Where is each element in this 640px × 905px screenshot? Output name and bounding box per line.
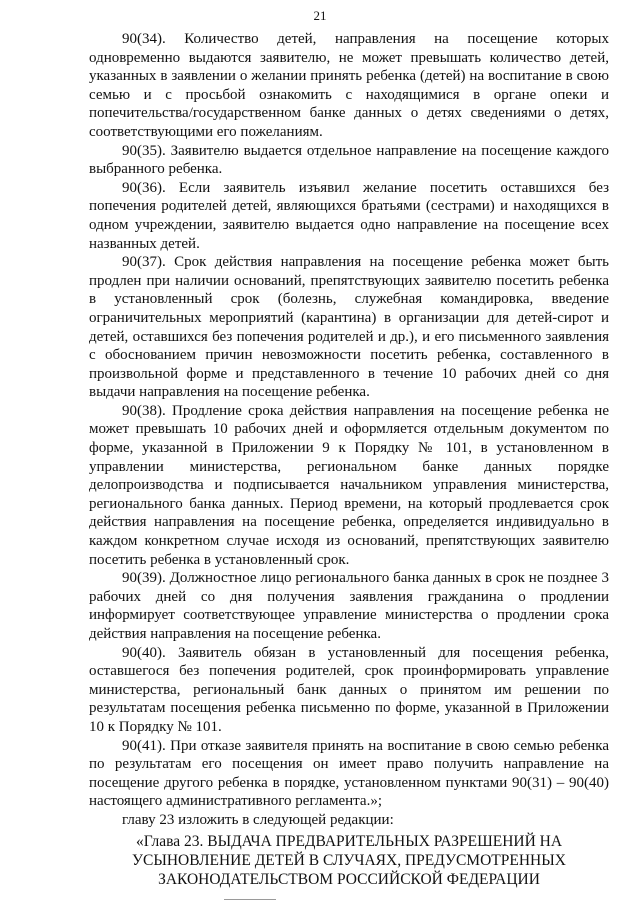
paragraph-90-37: 90(37). Срок действия направления на посещение ребенка может быть продлен при наличии оснований, препятствующих заявителю посетить ребенка в установленный срок (болезнь, служебная командировка, введение ограничительных мероприятий (карантина) в организации для детей-сирот и детей, оставшихся без попечения родителей и др.), и его письменного заявления с обоснованием причин невозможности посетить ребенка, составленного в произвольной форме и представленного в течение 10 рабочих дней со дня выдачи направления на посещение ребенка. (89, 254, 609, 401)
paragraph-90-34: 90(34). Количество детей, направления на посещение которых одновременно выдаются заявителю, не может превышать количество детей, указанных в заявлении о желании принять ребенка (детей) на воспитание в свою семью и с просьбой ознакомить с находящимися в органе опеки и попечительства/государственном банке данных о детях сведениями о детях, соответствующими его пожеланиям. (89, 31, 609, 140)
chapter-instruction: главу 23 изложить в следующей редакции: (122, 811, 394, 828)
page-number: 21 (313, 8, 327, 23)
footer-divider (224, 899, 276, 900)
document-body (89, 30, 609, 889)
paragraph-90-40: 90(40). Заявитель обязан в установленный для посещения ребенка, оставшегося без попечения родителей, срок проинформировать управление министерства, региональный банк данных о принятом им решении по результатам посещения ребенка письменно по форме, указанной в Приложении 10 к Порядку № 101. (89, 644, 609, 735)
paragraph-90-38: 90(38). Продление срока действия направления на посещение ребенка не может превышать 10 рабочих дней и оформляется отдельным документом по форме, указанной в Приложении 9 к Порядку № 101, в установленном в управлении министерства, региональном банке данных порядке делопроизводства и подписывается начальником управления министерства, регионального банка данных. Период времени, на который продлевается срок действия направления на посещение ребенка, определяется индивидуально в каждом конкретном случае исходя из оснований, препятствующих заявителю посетить ребенка в установленный срок. (89, 402, 609, 568)
paragraph-90-35: 90(35). Заявителю выдается отдельное направление на посещение каждого выбранного ребенка. (89, 142, 609, 178)
paragraph-90-41: 90(41). При отказе заявителя принять на воспитание в свою семью ребенка по результатам его посещения он имеет право получить направление на посещение другого ребенка в порядке, установленном пунктами 90(31) – 90(40) настоящего административного регламента.»; (89, 737, 609, 810)
paragraph-90-39: 90(39). Должностное лицо регионального банка данных в срок не позднее 3 рабочих дней со дня получения заявления гражданина о продлении информирует соответствующее управление министерства о продлении срока действия направления на посещение ребенка. (89, 570, 609, 642)
paragraph-90-36: 90(36). Если заявитель изъявил желание посетить оставшихся без попечения родителей детей, являющихся братьями (сестрами) и находящихся в одном учреждении, заявителю выдается одно направление на посещение всех названных детей. (89, 179, 609, 252)
chapter-heading: «Глава 23. ВЫДАЧА ПРЕДВАРИТЕЛЬНЫХ РАЗРЕШЕНИЙ НА УСЫНОВЛЕНИЕ ДЕТЕЙ В СЛУЧАЯХ, ПРЕДУСМОТРЕННЫХ ЗАКОНОДАТЕЛЬСТВОМ РОССИЙСКОЙ ФЕДЕРАЦИИ (132, 832, 566, 888)
